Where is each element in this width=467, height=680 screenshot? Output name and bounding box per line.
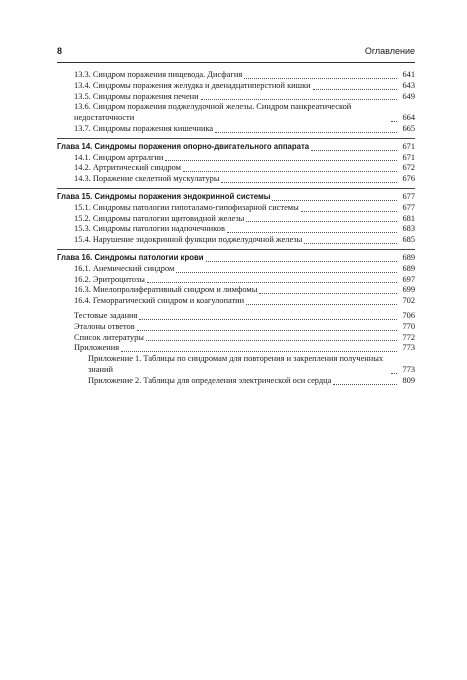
toc-entry-title: 15.4. Нарушение эндокринной функции поджелудочной железы xyxy=(74,235,303,245)
dot-leader xyxy=(201,98,397,100)
dot-leader xyxy=(304,242,397,244)
toc-entry[interactable] xyxy=(57,354,415,376)
toc-chapter-entry[interactable] xyxy=(57,253,415,264)
dot-leader xyxy=(146,339,397,341)
toc-entry-title: 14.3. Поражение скелетной мускулатуры xyxy=(74,174,220,184)
toc-entry[interactable] xyxy=(57,102,415,124)
toc-entry-page: 697 xyxy=(402,274,415,284)
toc-entry-title: Приложения xyxy=(74,343,120,353)
toc-entry-page: 672 xyxy=(402,163,415,173)
header-rule xyxy=(57,62,415,63)
toc-entry[interactable] xyxy=(57,376,415,387)
toc-entry-title: 13.7. Синдромы поражения кишечника xyxy=(74,123,214,133)
toc-entry-title: Приложение 2. Таблицы для определения электрической оси сердца xyxy=(88,375,332,385)
dot-leader xyxy=(139,318,397,320)
dot-leader xyxy=(391,372,397,374)
running-header xyxy=(57,46,415,60)
toc-entry[interactable] xyxy=(57,174,415,185)
dot-leader xyxy=(176,271,397,273)
toc-entry-page: 671 xyxy=(402,141,415,151)
toc-entry-title: 13.6. Синдром поражения поджелудочной железы. Синдром панкреатической недостаточности xyxy=(74,102,352,123)
dot-leader xyxy=(301,210,397,212)
page-number: 8 xyxy=(57,46,63,56)
toc-entry-page: 689 xyxy=(402,263,415,273)
dot-leader xyxy=(246,220,397,222)
table-of-contents xyxy=(57,70,415,387)
dot-leader xyxy=(227,231,397,233)
toc-entry[interactable] xyxy=(57,275,415,286)
dot-leader xyxy=(221,181,397,183)
toc-entry-title: 14.1. Синдром артралгии xyxy=(74,152,164,162)
toc-entry[interactable] xyxy=(57,235,415,246)
toc-entry-title: 16.3. Миелопролиферативный синдром и лимфомы xyxy=(74,285,258,295)
running-title: Оглавление xyxy=(364,46,415,56)
toc-entry-page: 641 xyxy=(402,70,415,79)
toc-entry-page: 685 xyxy=(402,235,415,245)
toc-entry[interactable] xyxy=(57,224,415,235)
chapter-divider xyxy=(57,249,415,250)
toc-entry-page: 702 xyxy=(402,296,415,306)
dot-leader xyxy=(183,170,397,172)
dot-leader xyxy=(313,88,397,90)
toc-entry-page: 649 xyxy=(402,91,415,101)
toc-entry-title: 14.2. Артритический синдром xyxy=(74,163,181,173)
toc-entry[interactable] xyxy=(57,153,415,164)
toc-entry-title: 13.5. Синдромы поражения печени xyxy=(74,91,199,101)
toc-entry-page: 683 xyxy=(402,224,415,234)
toc-entry-page: 699 xyxy=(402,285,415,295)
toc-entry-page: 773 xyxy=(402,364,415,374)
toc-entry-title: 13.3. Синдром поражения пищевода. Дисфагия xyxy=(74,70,243,79)
toc-entry-title: 15.3. Синдромы патологии надпочечников xyxy=(74,224,225,234)
toc-entry[interactable] xyxy=(57,264,415,275)
dot-leader xyxy=(333,383,397,385)
toc-entry[interactable] xyxy=(57,214,415,225)
dot-leader xyxy=(391,120,397,122)
toc-entry[interactable] xyxy=(57,124,415,135)
toc-entry-title: Глава 14. Синдромы поражения опорно-двигательного аппарата xyxy=(57,141,310,151)
dot-leader xyxy=(137,329,397,331)
toc-entry-page: 664 xyxy=(402,113,415,123)
toc-entry-page: 643 xyxy=(402,80,415,90)
toc-entry-title: 16.2. Эритроцитозы xyxy=(74,274,145,284)
toc-chapter-entry[interactable] xyxy=(57,142,415,153)
toc-entry-title: 16.4. Геморрагический синдром и коагулопатии xyxy=(74,296,245,306)
chapter-divider xyxy=(57,138,415,139)
toc-entry[interactable] xyxy=(57,296,415,307)
toc-entry[interactable] xyxy=(57,322,415,333)
toc-entry-page: 772 xyxy=(402,332,415,342)
toc-entry[interactable] xyxy=(57,311,415,322)
dot-leader xyxy=(147,281,397,283)
toc-entry[interactable] xyxy=(57,92,415,103)
chapter-divider xyxy=(57,188,415,189)
toc-entry-page: 809 xyxy=(402,375,415,385)
toc-entry-title: 16.1. Анемический синдром xyxy=(74,263,175,273)
toc-entry-page: 677 xyxy=(402,202,415,212)
toc-entry[interactable] xyxy=(57,81,415,92)
dot-leader xyxy=(215,131,397,133)
toc-entry-title: 13.4. Синдромы поражения желудка и двенадцатиперстной кишки xyxy=(74,80,311,90)
toc-entry[interactable] xyxy=(57,333,415,344)
dot-leader xyxy=(246,303,397,305)
toc-entry-page: 665 xyxy=(402,123,415,133)
dot-leader xyxy=(311,149,397,151)
toc-entry-page: 770 xyxy=(402,321,415,331)
dot-leader xyxy=(165,159,397,161)
toc-entry[interactable] xyxy=(57,163,415,174)
toc-entry-title: 15.2. Синдромы патологии щитовидной железы xyxy=(74,213,245,223)
toc-entry-title: Эталоны ответов xyxy=(74,321,135,331)
dot-leader xyxy=(206,260,397,262)
toc-entry[interactable] xyxy=(57,343,415,354)
toc-entry-title: Тестовые задания xyxy=(74,310,138,320)
toc-entry-title: Глава 16. Синдромы патологии крови xyxy=(57,252,204,262)
dot-leader xyxy=(121,350,397,352)
toc-entry-title: Приложение 1. Таблицы по синдромам для повторения и закрепления полученных знаний xyxy=(88,354,384,374)
toc-entry-page: 689 xyxy=(402,252,415,262)
toc-entry-page: 671 xyxy=(402,152,415,162)
toc-entry[interactable] xyxy=(57,285,415,296)
toc-entry-page: 681 xyxy=(402,213,415,223)
toc-entry-page: 677 xyxy=(402,191,415,201)
toc-entry[interactable] xyxy=(57,70,415,81)
dot-leader xyxy=(244,77,397,79)
toc-chapter-entry[interactable] xyxy=(57,192,415,203)
toc-entry-title: Список литературы xyxy=(74,332,144,342)
toc-entry-page: 676 xyxy=(402,174,415,184)
dot-leader xyxy=(259,292,397,294)
toc-entry[interactable] xyxy=(57,203,415,214)
toc-entry-page: 706 xyxy=(402,310,415,320)
toc-entry-page: 773 xyxy=(402,343,415,353)
dot-leader xyxy=(272,199,397,201)
toc-entry-title: 15.1. Синдромы патологии гипоталамо-гипофизарной системы xyxy=(74,202,299,212)
toc-entry-title: Глава 15. Синдромы поражения эндокринной системы xyxy=(57,191,271,201)
